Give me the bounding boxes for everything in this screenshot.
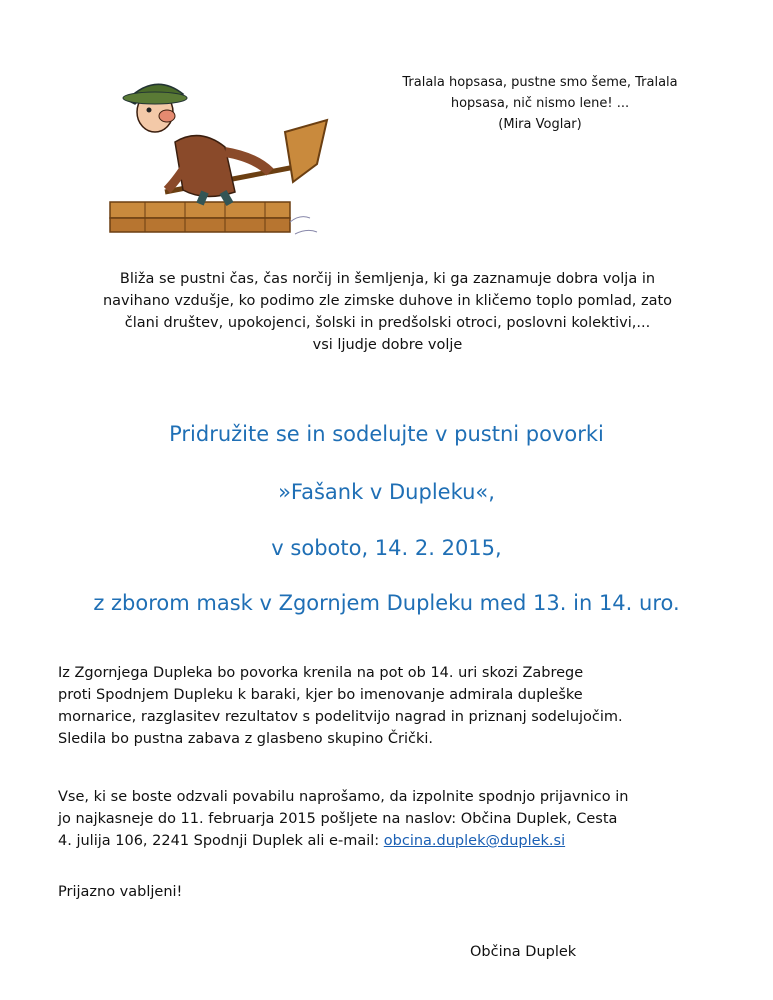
event-meeting: z zborom mask v Zgornjem Dupleku med 13. in 14. uro. <box>93 591 680 615</box>
man-icon <box>123 84 270 204</box>
invite-heading: Pridružite se in sodelujte v pustni povorki <box>169 422 604 446</box>
intro-paragraph <box>55 268 720 356</box>
registration-line: jo najkasneje do 11. februarja 2015 pošljete na naslov: Občina Duplek, Cesta <box>58 811 618 827</box>
raft-icon <box>110 202 290 232</box>
route-paragraph <box>58 662 718 750</box>
registration-line <box>58 830 718 852</box>
intro-line: vsi ljudje dobre volje <box>312 337 463 353</box>
quote-line: hopsasa, nič nismo lene! ... <box>450 96 630 111</box>
quote-author: (Mira Voglar) <box>498 117 582 132</box>
route-line: Sledila bo pustna zabava z glasbeno skupino Črički. <box>58 731 433 747</box>
greeting: Prijazno vabljeni! <box>58 884 183 900</box>
event-name: »Fašank v Dupleku«, <box>278 480 495 504</box>
route-line: Iz Zgornjega Dupleka bo povorka krenila na pot ob 14. uri skozi Zabrege <box>58 665 584 681</box>
registration-line: Vse, ki se boste odzvali povabilu naprošamo, da izpolnite spodnjo prijavnico in <box>58 789 629 805</box>
intro-line: člani društev, upokojenci, šolski in predšolski otroci, poslovni kolektivi,... <box>124 315 651 331</box>
address-text: 4. julija 106, 2241 Spodnji Duplek ali e-mail: <box>58 833 384 849</box>
registration-paragraph <box>58 786 718 852</box>
quote-block <box>395 72 685 135</box>
route-line: proti Spodnjem Dupleku k baraki, kjer bo imenovanje admirala dupleške <box>58 687 583 703</box>
event-date: v soboto, 14. 2. 2015, <box>271 536 502 560</box>
route-line: mornarice, razglasitev rezultatov s podelitvijo nagrad in priznanj sodelujočim. <box>58 709 623 725</box>
quote-line: Tralala hopsasa, pustne smo šeme, Tralala <box>402 75 678 90</box>
intro-line: Bliža se pustni čas, čas norčij in šemljenja, ki ga zaznamuje dobra volja in <box>119 271 656 287</box>
intro-line: navihano vzdušje, ko podimo zle zimske duhove in kličemo toplo pomlad, zato <box>102 293 673 309</box>
rowing-man-illustration <box>105 72 330 247</box>
email-link[interactable]: obcina.duplek@duplek.si <box>383 833 566 849</box>
signature: Občina Duplek <box>470 944 577 960</box>
